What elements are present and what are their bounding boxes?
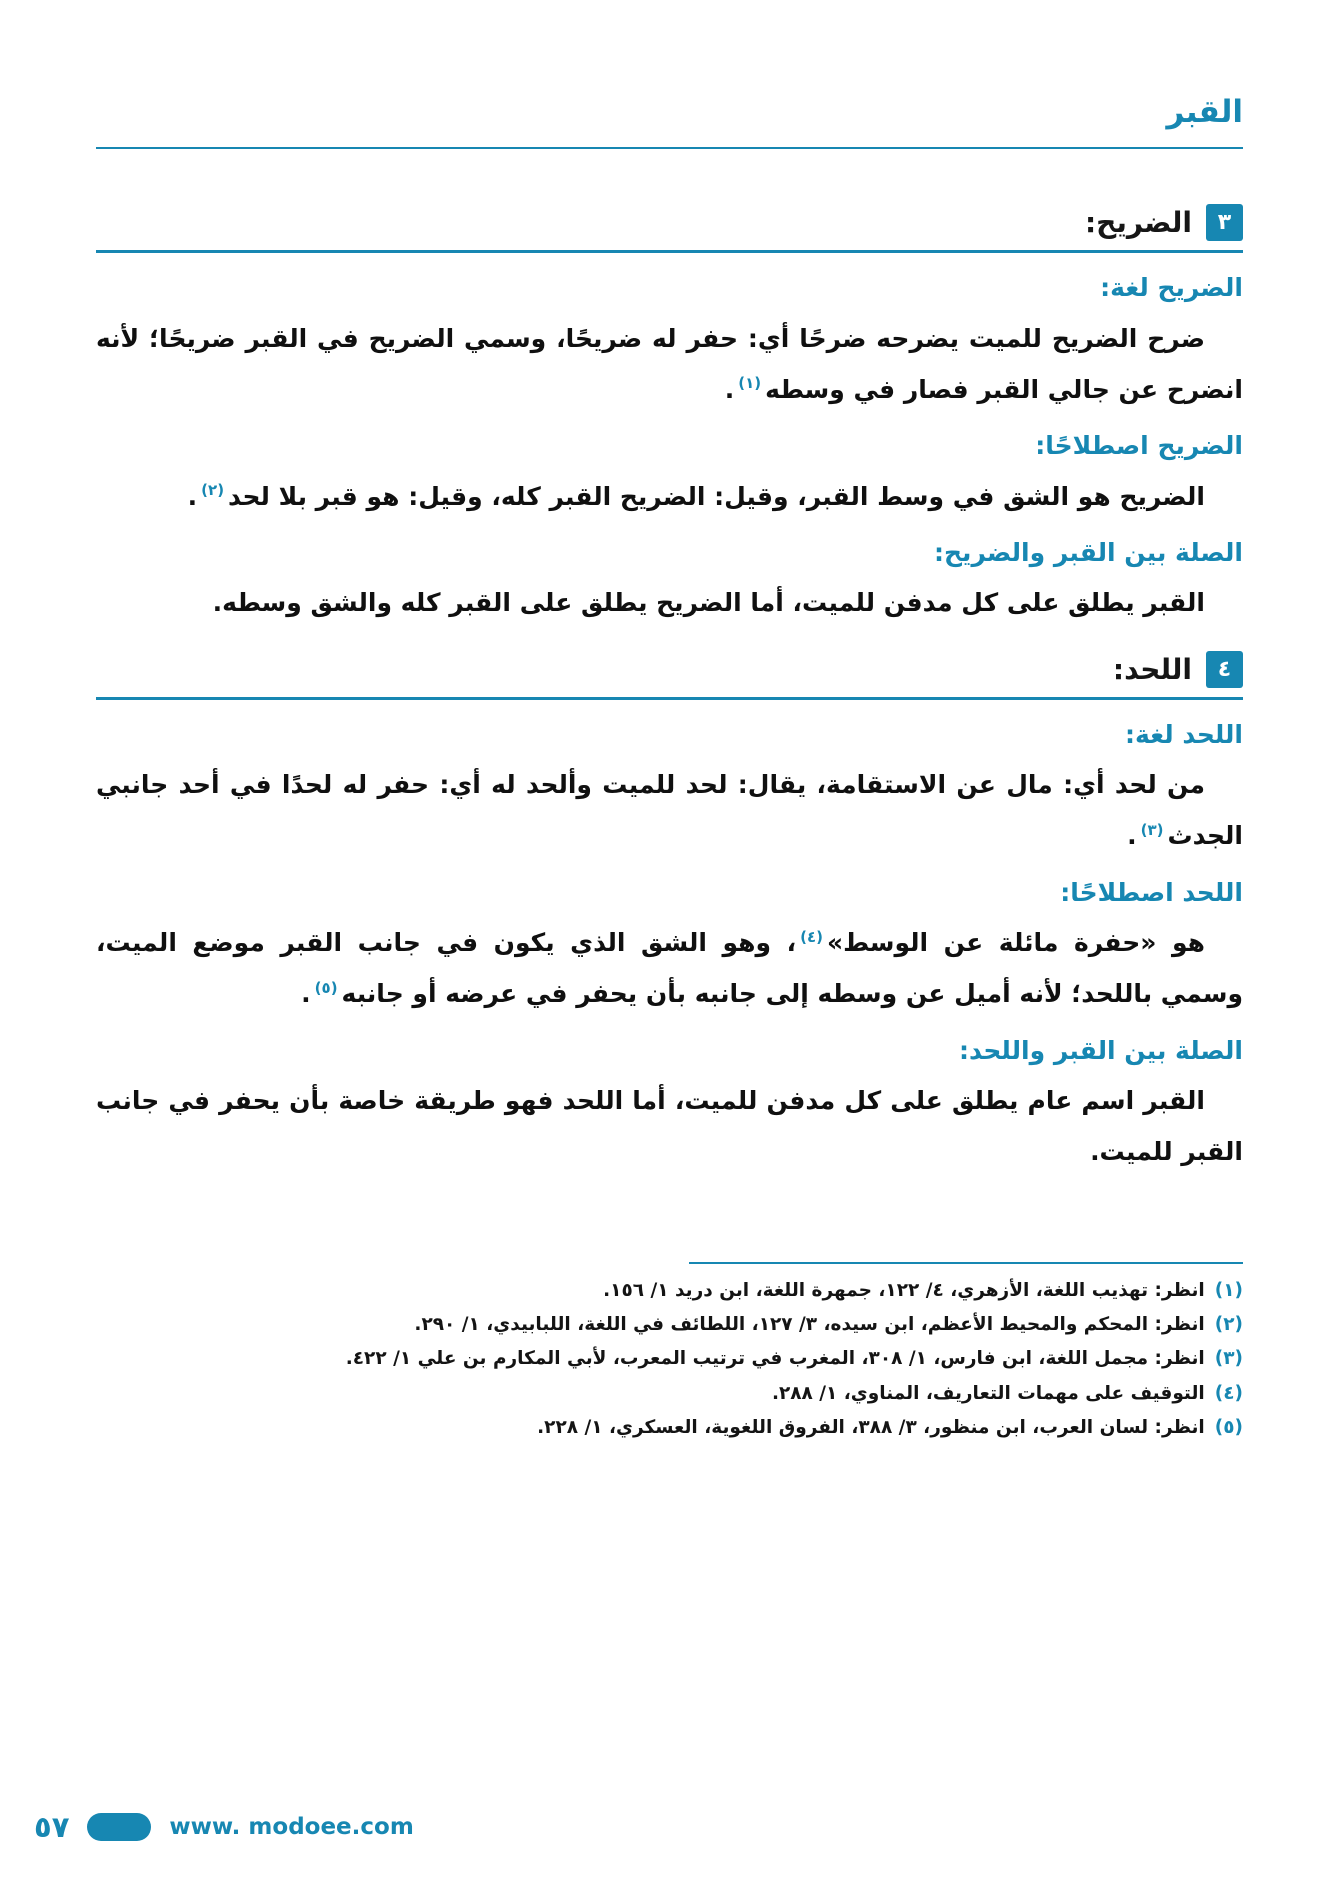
- paragraph: [96, 759, 1243, 862]
- footnote-ref-2: (٢): [201, 481, 225, 500]
- page-number: ٥٧: [34, 1810, 70, 1844]
- main-content: [96, 204, 1243, 1180]
- subheading-lahd-istilah: اللحد اصطلاحًا:: [1060, 877, 1243, 907]
- paragraph: [96, 471, 1243, 522]
- section-title: اللحد:: [1112, 652, 1192, 686]
- subheading-dhareeh-istilah: الضريح اصطلاحًا:: [1035, 431, 1243, 460]
- subheading-sila-qabr-lahd: الصلة بين القبر واللحد:: [958, 1035, 1243, 1065]
- paragraph-text: ضرح الضريح للميت يضرحه ضرحًا أي: حفر له ضريحًا، وسمي الضريح في القبر ضريحًا؛ لأنه انضرح عن جالي القبر فصار في وسطه: [96, 323, 1243, 404]
- footnote-text: انظر: تهذيب اللغة، الأزهري، ٤/ ١٢٢، جمهرة اللغة، ابن دريد ١/ ١٥٦.: [603, 1280, 1205, 1301]
- footnote-ref-1: (١): [738, 374, 762, 393]
- header-divider: [96, 147, 1243, 149]
- section-divider: [96, 697, 1243, 700]
- footnote-text: انظر: لسان العرب، ابن منظور، ٣/ ٣٨٨، الفروق اللغوية، العسكري، ١/ ٢٢٨.: [537, 1416, 1205, 1438]
- paragraph-tail: .: [301, 979, 311, 1009]
- paragraph: [96, 917, 1243, 1020]
- footnote-ref-5: (٥): [314, 978, 338, 997]
- running-head-title: القبر: [1166, 94, 1243, 130]
- section-number-badge: ٣: [1206, 204, 1243, 241]
- footnote-number: (٥): [1214, 1416, 1243, 1438]
- footnote-number: (٢): [1214, 1314, 1243, 1336]
- paragraph-text: القبر اسم عام يطلق على كل مدفن للميت، أما اللحد فهو طريقة خاصة بأن يحفر في جانب القبر للميت.: [96, 1086, 1243, 1167]
- footnote-divider: [689, 1262, 1243, 1264]
- section-title: الضريح:: [1084, 206, 1192, 239]
- footnotes-section: [96, 1262, 1243, 1445]
- paragraph-text: من لحد أي: مال عن الاستقامة، يقال: لحد للميت وألحد له أي: حفر له لحدًا في أحد جانبي الجدث: [96, 770, 1243, 851]
- footnote-text: انظر: مجمل اللغة، ابن فارس، ١/ ٣٠٨، المغرب في ترتيب المعرب، لأبي المكارم بن علي ١/ ٤٢٢.: [345, 1348, 1205, 1370]
- footnote: [96, 1342, 1243, 1376]
- subheading-lahd-lugha: اللحد لغة:: [1125, 719, 1243, 749]
- paragraph-text: هو «حفرة مائلة عن الوسط»: [826, 928, 1206, 957]
- paragraph-tail: .: [1127, 821, 1137, 851]
- paragraph-tail: .: [724, 374, 735, 404]
- subheading-dhareeh-lugha: الضريح لغة:: [1100, 273, 1243, 302]
- website-link[interactable]: www. modoee.com: [169, 1814, 414, 1840]
- footnote-number: (١): [1214, 1280, 1243, 1301]
- page-footer: [34, 1810, 414, 1844]
- footnote-text: التوقيف على مهمات التعاريف، المناوي، ١/ ٢٨٨.: [771, 1382, 1205, 1404]
- footnote-text: انظر: المحكم والمحيط الأعظم، ابن سيده، ٣/ ١٢٧، اللطائف في اللغة، اللبابيدي، ١/ ٢٩٠.: [414, 1314, 1205, 1336]
- section-header-lahd: [96, 651, 1243, 688]
- footnote-ref-4: (٤): [800, 927, 823, 946]
- footnote-number: (٣): [1214, 1348, 1243, 1370]
- paragraph: [96, 1075, 1243, 1178]
- footnote: [96, 1411, 1243, 1445]
- subheading-sila-qabr-dhareeh: الصلة بين القبر والضريح:: [934, 537, 1243, 567]
- footnote-number: (٤): [1214, 1382, 1243, 1404]
- footnote: [96, 1377, 1243, 1411]
- section-number-badge: ٤: [1206, 651, 1243, 688]
- section-divider: [96, 250, 1243, 253]
- page-header: [96, 94, 1243, 130]
- paragraph-tail: .: [187, 481, 198, 511]
- paragraph-text: الضريح هو الشق في وسط القبر، وقيل: الضريح القبر كله، وقيل: هو قبر بلا لحد: [228, 481, 1205, 511]
- section-header-dhareeh: [96, 204, 1243, 241]
- footnote-ref-3: (٣): [1140, 820, 1164, 839]
- paragraph-text: ، وهو الشق الذي يكون في جانب القبر موضع الميت، وسمي باللحد؛ لأنه أميل عن وسطه إلى جانبه بأن يحفر في عرضه أو جانبه: [96, 928, 1243, 1009]
- paragraph-text: القبر يطلق على كل مدفن للميت، أما الضريح يطلق على القبر كله والشق وسطه.: [212, 588, 1205, 618]
- footnote: [96, 1308, 1243, 1342]
- footnote: [96, 1274, 1243, 1308]
- paragraph: [96, 577, 1243, 628]
- paragraph: [96, 313, 1243, 416]
- footer-pill-decoration: [87, 1813, 151, 1841]
